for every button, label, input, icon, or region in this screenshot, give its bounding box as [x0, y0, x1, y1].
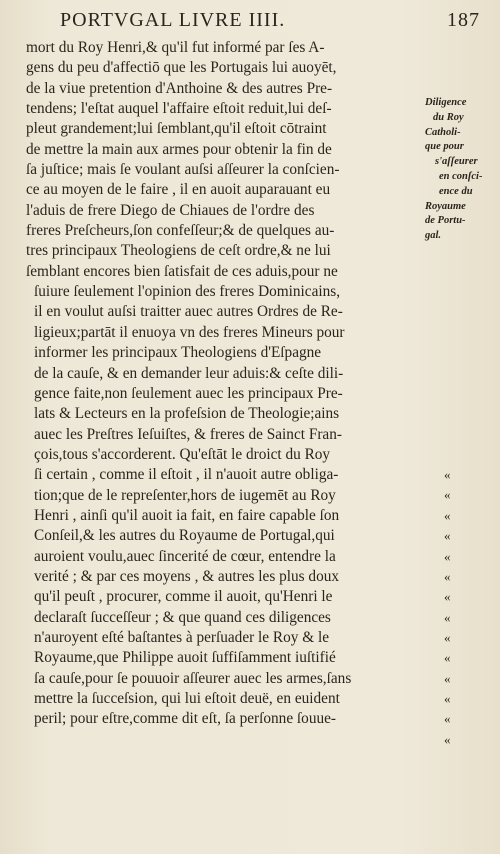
quote-mark: « [444, 711, 451, 726]
quote-mark: « [444, 610, 451, 625]
text-line: de mettre la main aux armes pour obtenir la fin de [26, 140, 332, 158]
margin-note-line: Diligence [425, 97, 467, 108]
page-number: 187 [447, 9, 480, 31]
text-line: ſuiure ſeulement l'opinion des freres Dominicains, [34, 283, 341, 301]
text-line: il en voulut auſsi traitter auec autres Ordres de Re- [34, 303, 343, 321]
running-head: PORTVGAL LIVRE IIII. [60, 9, 286, 31]
text-line: gence faite,non ſeulement auec les principaux Pre- [34, 384, 343, 402]
quote-mark: « [444, 549, 451, 564]
text-line: ſa juſtice; mais ſe voulant auſsi aſſeurer la conſcien- [26, 161, 340, 179]
text-line: freres Preſcheurs,ſon confeſſeur;& de quelques au- [26, 222, 335, 240]
text-line: Conſeil,& les autres du Royaume de Portugal,qui [34, 527, 335, 545]
text-line: gens du peu d'affectiō que les Portugais lui auoyēt, [26, 59, 337, 77]
text-line: mort du Roy Henri,& qu'il fut informé par ſes A- [26, 39, 325, 56]
margin-note-line: gal. [425, 230, 442, 242]
quote-mark: « [444, 569, 451, 584]
text-line: auroient voulu,auec ſincerité de cœur, entendre la [34, 547, 336, 565]
text-line: qu'il peuſt , procurer, comme il auoit, qu'Henri le [34, 588, 333, 606]
quote-mark: « [444, 630, 451, 645]
quote-mark: « [444, 650, 451, 665]
text-line: informer les principaux Theologiens d'Eſpagne [34, 344, 322, 362]
text-line: ſi certain , comme il eſtoit , il n'auoit autre obliga- [34, 466, 339, 484]
margin-note-line: de Portu- [425, 215, 466, 227]
text-line: ce au moyen de le faire , il en auoit auparauant eu [26, 181, 331, 199]
text-line: verité ; & par ces moyens , & autres les plus doux [34, 567, 340, 585]
text-line: lats & Lecteurs en la profeſsion de Theologie;ains [34, 405, 340, 423]
text-line: peril; pour eſtre,comme dit eſt, ſa perſonne ſouue- [34, 710, 337, 728]
text-line: tion;que de le repreſenter,hors de iugemēt au Roy [34, 486, 336, 504]
text-line: tres principaux Theologiens de ceſt ordre,& ne lui [26, 242, 331, 260]
text-line: n'auroyent eſté baſtantes à perſuader le Roy & le [34, 628, 329, 646]
text-line: pleut grandement;lui ſemblant,qu'il eſtoit cōtraint [26, 120, 327, 138]
page-header [60, 9, 480, 33]
quote-mark: « [444, 691, 451, 706]
margin-note-line: en conſci- [439, 170, 483, 182]
quote-mark: « [444, 732, 451, 747]
margin-note-line: Catholi- [425, 126, 461, 138]
quote-mark: « [444, 508, 451, 523]
text-line: de la cauſe, & en demander leur aduis:& ceſte dili- [34, 364, 344, 382]
text-line: de la viue pretention d'Anthoine & des autres Pre- [26, 79, 333, 97]
text-line: tendens; l'eſtat auquel l'affaire eſtoit reduit,lui deſ- [26, 100, 332, 118]
text-line: l'aduis de frere Diego de Chiaues de l'ordre des [26, 201, 315, 219]
margin-note-line: s'aſſeurer [435, 156, 478, 168]
text-line: ſa cauſe,pour ſe pouuoir aſſeurer auec les armes,ſans [34, 669, 352, 687]
text-line: mettre la ſucceſsion, qui lui eſtoit deuë, en euident [34, 690, 340, 707]
margin-note-line: que pour [425, 141, 464, 153]
quote-mark: « [444, 671, 451, 686]
text-line: ligieux;partāt il enuoya vn des freres Mineurs pour [34, 323, 345, 341]
margin-note-line: Royaume [425, 200, 466, 212]
quote-mark: « [444, 528, 451, 543]
text-line: Henri , ainſi qu'il auoit ia fait, en faire capable ſon [34, 506, 340, 524]
text-line: declaraſt ſucceſſeur ; & que quand ces diligences [34, 608, 331, 626]
text-line: ſemblant encores bien ſatisfait de ces aduis,pour ne [26, 262, 338, 280]
quote-mark: « [444, 467, 451, 482]
text-line: çois,tous s'accorderent. Qu'eſtāt le droict du Roy [34, 445, 331, 463]
margin-note [425, 96, 497, 244]
quote-mark: « [444, 589, 451, 604]
margin-note-line: ence du [439, 185, 473, 197]
margin-note-line: du Roy [433, 111, 464, 123]
text-line: auec les Preſtres Ieſuiſtes, & freres de Sainct Fran- [34, 425, 342, 443]
text-line: Royaume,que Philippe auoit ſuffiſamment iuſtifié [34, 649, 336, 667]
quote-mark: « [444, 487, 451, 502]
